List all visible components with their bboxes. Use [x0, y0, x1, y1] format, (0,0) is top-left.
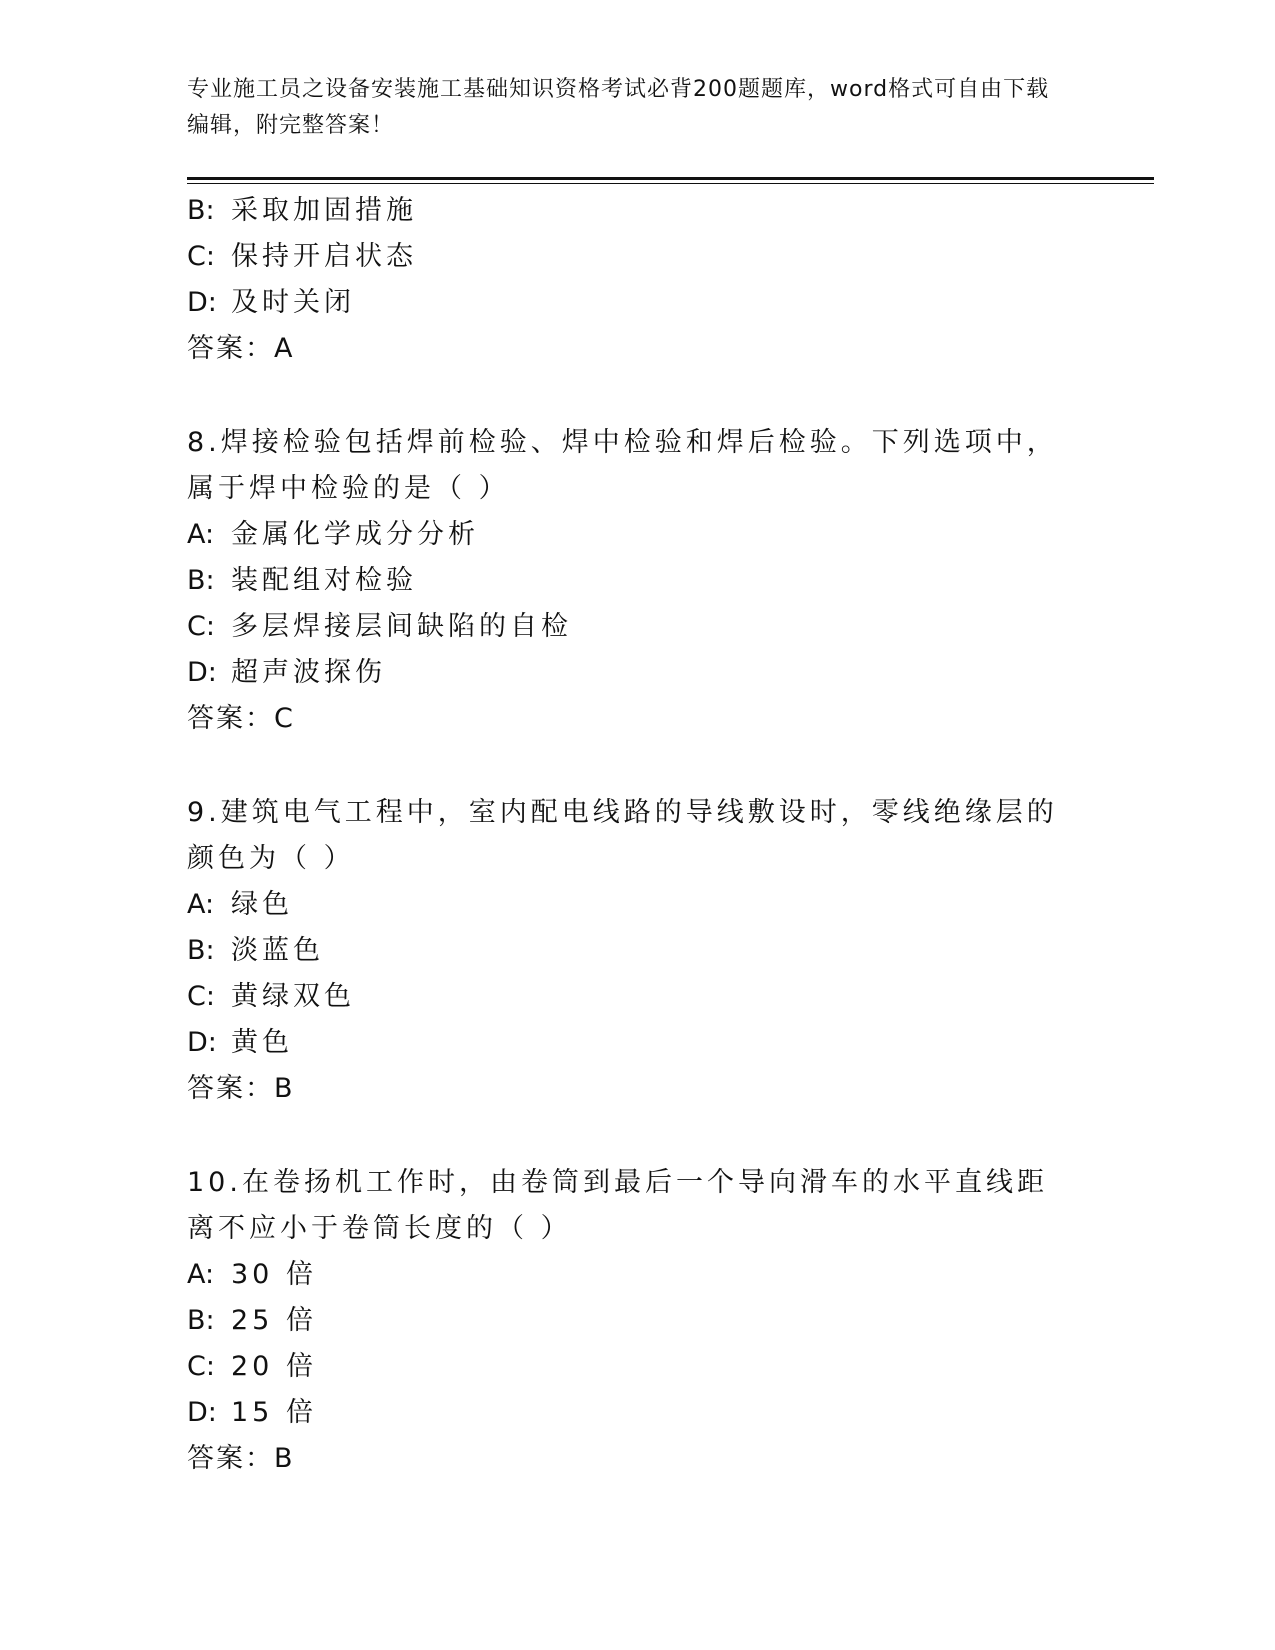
option-line [187, 604, 1087, 650]
answer-line: 答案：B [187, 1073, 295, 1104]
header-rule-thick [187, 177, 1154, 180]
option-line [187, 1252, 1087, 1298]
option-text: 绿色 [231, 889, 293, 920]
option-label: D: [187, 1027, 217, 1058]
option-label: D: [187, 287, 217, 318]
option-text: 黄色 [231, 1027, 293, 1058]
option-text: 多层焊接层间缺陷的自检 [231, 611, 572, 642]
header-rule-thin [187, 183, 1154, 184]
option-line [187, 928, 1087, 974]
option-text: 15 倍 [231, 1397, 317, 1428]
option-text: 金属化学成分分析 [231, 519, 479, 550]
question-block [187, 1160, 1087, 1482]
option-label: C: [187, 611, 215, 642]
option-text: 30 倍 [231, 1259, 317, 1290]
option-line [187, 974, 1087, 1020]
option-text: 淡蓝色 [231, 935, 324, 966]
option-line [187, 650, 1087, 696]
option-text: 超声波探伤 [231, 657, 386, 688]
option-line [187, 558, 1087, 604]
question-text: 10.在卷扬机工作时，由卷筒到最后一个导向滑车的水平直线距离不应小于卷筒长度的（ ） [187, 1167, 1048, 1244]
option-label: C: [187, 241, 215, 272]
option-line [187, 280, 1087, 326]
option-line [187, 1020, 1087, 1066]
option-label: B: [187, 1305, 215, 1336]
question-text: 9.建筑电气工程中，室内配电线路的导线敷设时，零线绝缘层的颜色为（ ） [187, 797, 1058, 874]
option-text: 20 倍 [231, 1351, 317, 1382]
option-line [187, 1390, 1087, 1436]
option-label: C: [187, 981, 215, 1012]
option-line [187, 882, 1087, 928]
option-line [187, 512, 1087, 558]
option-label: C: [187, 1351, 215, 1382]
option-line [187, 188, 1087, 234]
option-text: 保持开启状态 [231, 241, 417, 272]
option-text: 及时关闭 [231, 287, 355, 318]
question-text: 8.焊接检验包括焊前检验、焊中检验和焊后检验。下列选项中，属于焊中检验的是（ ） [187, 427, 1058, 504]
option-text: 采取加固措施 [231, 195, 417, 226]
option-label: B: [187, 565, 215, 596]
option-label: A: [187, 1259, 215, 1290]
previous-question-tail [187, 188, 1087, 372]
option-text: 装配组对检验 [231, 565, 417, 596]
option-label: B: [187, 935, 215, 966]
option-label: D: [187, 1397, 217, 1428]
option-line [187, 1344, 1087, 1390]
option-label: A: [187, 519, 215, 550]
option-text: 25 倍 [231, 1305, 317, 1336]
question-block [187, 420, 1087, 742]
answer-line: 答案：A [187, 333, 295, 364]
question-content [187, 188, 1087, 1482]
option-label: A: [187, 889, 215, 920]
answer-line: 答案：C [187, 703, 295, 734]
question-block [187, 790, 1087, 1112]
option-line [187, 1298, 1087, 1344]
option-label: D: [187, 657, 217, 688]
option-label: B: [187, 195, 215, 226]
document-header: 专业施工员之设备安装施工基础知识资格考试必背200题题库，word格式可自由下载编辑，附完整答案！ [187, 77, 1050, 138]
answer-line: 答案：B [187, 1443, 295, 1474]
option-text: 黄绿双色 [231, 981, 355, 1012]
option-line [187, 234, 1087, 280]
